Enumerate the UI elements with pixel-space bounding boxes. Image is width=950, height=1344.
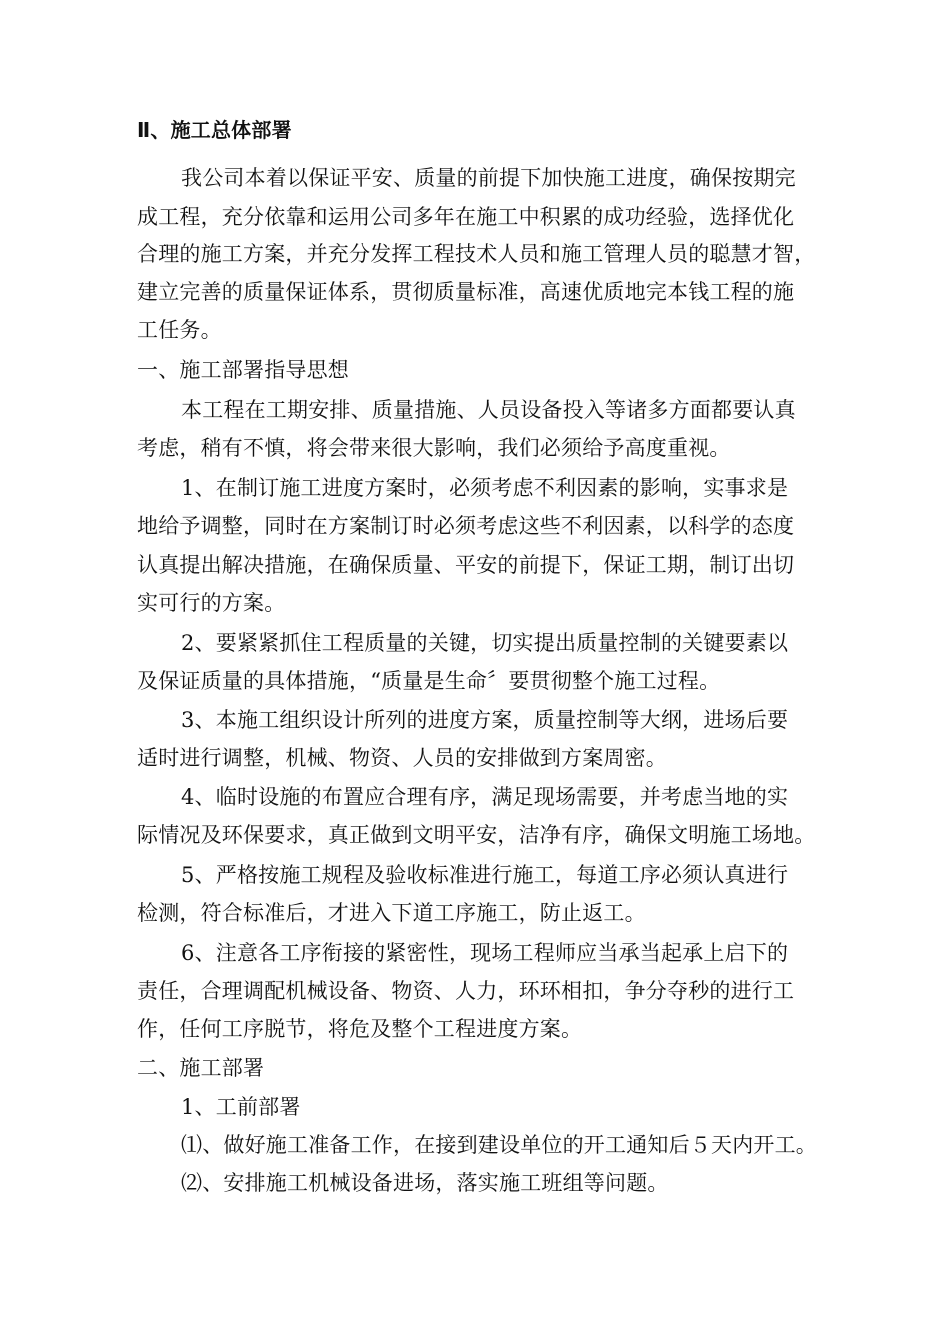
item2-line-1: 2、要紧紧抓住工程质量的关键，切实提出质量控制的关键要素以 — [181, 631, 789, 655]
sub-item-1: 1、工前部署 — [181, 1095, 301, 1119]
intro-line-1: 我公司本着以保证平安、质量的前提下加快施工进度，确保按期完 — [181, 166, 796, 190]
item4-line-1: 4、临时设施的布置应合理有序，满足现场需要，并考虑当地的实 — [181, 785, 789, 809]
section-heading: Ⅱ、施工总体部署 — [137, 118, 292, 142]
item3-line-2: 适时进行调整，机械、物资、人员的安排做到方案周密。 — [137, 746, 667, 770]
intro-line-5: 工任务。 — [137, 318, 222, 342]
item1-line-3: 认真提出解决措施，在确保质量、平安的前提下，保证工期，制订出切 — [137, 553, 795, 577]
point-2: ⑵、安排施工机械设备进场，落实施工班组等问题。 — [181, 1171, 669, 1195]
paragraph0-line-2: 考虑，稍有不慎，将会带来很大影响，我们必须给予高度重视。 — [137, 436, 731, 460]
item6-line-3: 作，任何工序脱节，将危及整个工程进度方案。 — [137, 1017, 583, 1041]
item2-line-2: 及保证质量的具体措施，“质量是生命〞要贯彻整个施工过程。 — [137, 669, 721, 693]
item1-line-4: 实可行的方案。 — [137, 591, 286, 615]
subsection-heading-2: 二、施工部署 — [137, 1056, 265, 1080]
intro-line-2: 成工程，充分依靠和运用公司多年在施工中积累的成功经验，选择优化 — [137, 205, 795, 229]
item1-line-2: 地给予调整，同时在方案制订时必须考虑这些不利因素，以科学的态度 — [137, 514, 795, 538]
point-1: ⑴、做好施工准备工作，在接到建设单位的开工通知后５天内开工。 — [181, 1133, 817, 1157]
item3-line-1: 3、本施工组织设计所列的进度方案，质量控制等大纲，进场后要 — [181, 708, 789, 732]
item6-line-1: 6、注意各工序衔接的紧密性，现场工程师应当承当起承上启下的 — [181, 941, 789, 965]
paragraph0-line-1: 本工程在工期安排、质量措施、人员设备投入等诸多方面都要认真 — [181, 398, 796, 422]
item4-line-2: 际情况及环保要求，真正做到文明平安，洁净有序，确保文明施工场地。 — [137, 823, 816, 847]
item6-line-2: 责任，合理调配机械设备、物资、人力，环环相扣，争分夺秒的进行工 — [137, 979, 795, 1003]
subsection-heading-1: 一、施工部署指导思想 — [137, 358, 349, 382]
item1-line-1: 1、在制订施工进度方案时，必须考虑不利因素的影响，实事求是 — [181, 476, 789, 500]
item5-line-1: 5、严格按施工规程及验收标准进行施工，每道工序必须认真进行 — [181, 863, 789, 887]
item5-line-2: 检测，符合标准后，才进入下道工序施工，防止返工。 — [137, 901, 646, 925]
intro-line-4: 建立完善的质量保证体系，贯彻质量标准，高速优质地完本钱工程的施 — [137, 280, 795, 304]
intro-line-3: 合理的施工方案，并充分发挥工程技术人员和施工管理人员的聪慧才智， — [137, 242, 816, 266]
